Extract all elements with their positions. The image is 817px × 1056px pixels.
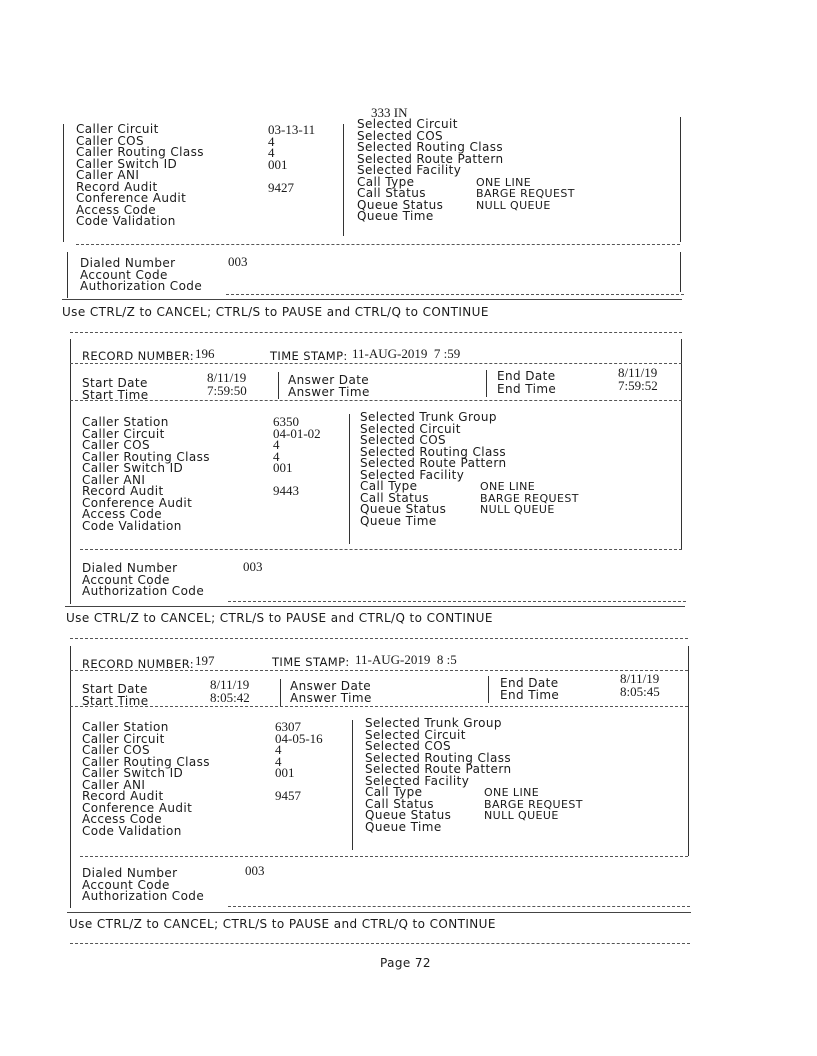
prompt-line: Use CTRL/Z to CANCEL; CTRL/S to PAUSE and CTRL/Q to CONTINUE xyxy=(69,917,496,931)
start-time: 8:05:42 xyxy=(210,690,250,705)
start-time-label: Start Time xyxy=(82,388,149,402)
mid-border xyxy=(352,720,353,850)
right-border xyxy=(680,252,681,292)
caller-labels: Caller Station Caller Circuit Caller COS Caller Routing Class Caller Switch ID Caller ANI Record Audit Conference Audit Access Code Code Validation xyxy=(82,415,210,533)
divider xyxy=(65,606,685,607)
timestamp: 11-AUG-2019 7 :59 xyxy=(352,346,461,361)
end-time-label: End Time xyxy=(500,688,560,702)
dialed-labels: Dialed Number Account Code Authorization Code xyxy=(82,561,205,598)
top-left-values: 03-13-11 4 4 001 9427 xyxy=(268,122,316,195)
start-date: 8/11/19 xyxy=(210,677,250,692)
selected-values: ONE LINE BARGE REQUEST NULL QUEUE xyxy=(484,786,583,822)
divider xyxy=(228,906,690,907)
dialed-labels: Dialed Number Account Code Authorization Code xyxy=(80,256,203,293)
divider xyxy=(278,372,279,399)
end-date: 8/11/19 xyxy=(620,671,660,686)
divider xyxy=(488,676,489,703)
selected-labels: Selected Trunk Group Selected Circuit Selected COS Selected Routing Class Selected Route Pattern Selected Facility Call Type Call Status Queue Status Queue Time xyxy=(360,410,507,528)
left-border xyxy=(70,646,71,908)
dialed-number-value: 003 xyxy=(245,863,265,878)
trunk-header: 333 IN xyxy=(371,105,408,120)
answer-date-label: Answer Date xyxy=(288,373,370,387)
top-right-values: ONE LINE BARGE REQUEST NULL QUEUE xyxy=(476,175,575,212)
end-time-label: End Time xyxy=(497,382,557,396)
answer-time-label: Answer Time xyxy=(288,385,370,399)
start-time-label: Start Time xyxy=(82,694,149,708)
selected-labels: Selected Trunk Group Selected Circuit Selected COS Selected Routing Class Selected Route Pattern Selected Facility Call Type Call Status Queue Status Queue Time xyxy=(365,716,512,834)
caller-labels: Caller Station Caller Circuit Caller COS Caller Routing Class Caller Switch ID Caller ANI Record Audit Conference Audit Access Code Code Validation xyxy=(82,720,210,838)
right-border xyxy=(681,339,682,549)
top-left-labels: Caller Circuit Caller COS Caller Routing Class Caller Switch ID Caller ANI Record Audit Conference Audit Access Code Code Validation xyxy=(76,122,204,228)
divider xyxy=(228,601,686,602)
dialed-number-value: 003 xyxy=(243,559,263,574)
end-date: 8/11/19 xyxy=(618,365,658,380)
divider xyxy=(70,363,682,364)
divider xyxy=(226,294,684,295)
divider xyxy=(70,706,688,707)
end-date-label: End Date xyxy=(497,369,556,383)
divider xyxy=(80,856,688,857)
record-number: 197 xyxy=(195,653,215,668)
divider xyxy=(80,549,682,550)
timestamp-label: TIME STAMP: xyxy=(270,349,348,363)
dialed-number-value: 003 xyxy=(228,254,248,269)
timestamp-label: TIME STAMP: xyxy=(272,655,350,669)
answer-date-label: Answer Date xyxy=(290,679,372,693)
end-date-label: End Date xyxy=(500,676,559,690)
selected-values: ONE LINE BARGE REQUEST NULL QUEUE xyxy=(480,480,579,516)
caller-values: 6350 04-01-02 4 4 001 9443 xyxy=(273,414,321,498)
left-border xyxy=(67,252,68,298)
divider xyxy=(62,299,682,300)
record-number: 196 xyxy=(195,346,215,361)
left-border xyxy=(63,124,64,242)
divider xyxy=(70,400,682,401)
divider xyxy=(70,332,682,333)
divider xyxy=(70,670,688,671)
start-date-label: Start Date xyxy=(82,376,148,390)
start-date: 8/11/19 xyxy=(207,370,247,385)
start-time: 7:59:50 xyxy=(207,383,247,398)
top-right-labels: Selected Circuit Selected COS Selected Routing Class Selected Route Pattern Selected Facility Call Type Call Status Queue Status Queue Time xyxy=(357,117,504,223)
divider xyxy=(67,912,691,913)
divider xyxy=(486,370,487,397)
end-time: 8:05:45 xyxy=(620,684,660,699)
dialed-labels: Dialed Number Account Code Authorization Code xyxy=(82,866,205,903)
divider xyxy=(76,244,680,245)
divider xyxy=(70,638,688,639)
divider xyxy=(70,943,690,944)
start-date-label: Start Date xyxy=(82,682,148,696)
prompt-line: Use CTRL/Z to CANCEL; CTRL/S to PAUSE and CTRL/Q to CONTINUE xyxy=(62,305,489,319)
prompt-line: Use CTRL/Z to CANCEL; CTRL/S to PAUSE and CTRL/Q to CONTINUE xyxy=(66,611,493,625)
page-number: Page 72 xyxy=(380,956,431,970)
caller-values: 6307 04-05-16 4 4 001 9457 xyxy=(275,719,323,803)
right-border xyxy=(680,117,681,242)
right-border xyxy=(688,646,689,856)
record-number-label: RECORD NUMBER: xyxy=(82,657,195,671)
end-time: 7:59:52 xyxy=(618,378,658,393)
answer-time-label: Answer Time xyxy=(290,691,372,705)
record-number-label: RECORD NUMBER: xyxy=(82,349,195,363)
mid-border xyxy=(349,414,350,544)
timestamp: 11-AUG-2019 8 :5 xyxy=(355,652,457,667)
divider xyxy=(280,679,281,706)
left-border xyxy=(70,339,71,604)
mid-border xyxy=(343,124,344,236)
